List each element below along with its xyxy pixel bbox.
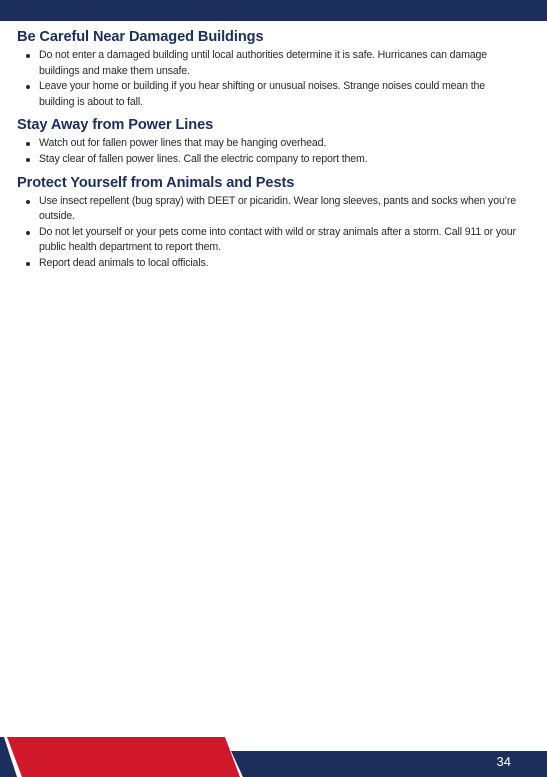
page-content (17, 28, 517, 278)
list-item (17, 194, 517, 225)
list-item-text: Stay clear of fallen power lines. Call the electric company to report them. (39, 152, 368, 165)
list-item (17, 136, 517, 152)
section-damaged-buildings (17, 28, 517, 110)
list-item (17, 152, 517, 168)
list-item (17, 79, 517, 110)
footer-band (0, 737, 547, 777)
bullet-icon (26, 142, 30, 146)
list-item-text: Leave your home or building if you hear shifting or unusual noises. Strange noises could mean the building is about to fall. (39, 80, 485, 108)
bullet-list (17, 194, 517, 272)
list-item-text: Watch out for fallen power lines that may be hanging overhead. (39, 137, 327, 150)
bullet-icon (26, 200, 30, 204)
section-heading: Stay Away from Power Lines (17, 117, 214, 134)
bullet-list (17, 136, 517, 167)
list-item-text: Do not enter a damaged building until local authorities determine it is safe. Hurricanes can damage buildings and make them unsafe. (39, 49, 488, 77)
bullet-icon (26, 54, 30, 58)
list-item-text: Use insect repellent (bug spray) with DEET or picaridin. Wear long sleeves, pants and socks when you’re outside. (39, 194, 517, 223)
bullet-icon (26, 262, 30, 266)
bullet-icon (26, 158, 30, 162)
section-animals-pests (17, 174, 517, 272)
section-heading: Protect Yourself from Animals and Pests (17, 174, 295, 191)
section-power-lines (17, 116, 517, 167)
bullet-list (17, 48, 517, 110)
list-item-text: Report dead animals to local officials. (39, 256, 209, 269)
list-item (17, 225, 517, 256)
header-band (0, 0, 547, 21)
list-item (17, 48, 517, 79)
bullet-icon (26, 231, 30, 235)
list-item-text: Do not let yourself or your pets come into contact with wild or stray animals after a storm. Call 911 or your public health department to report them. (39, 225, 516, 254)
list-item (17, 256, 517, 272)
section-heading: Be Careful Near Damaged Buildings (17, 29, 264, 45)
bullet-icon (26, 85, 30, 89)
footer-red-stripe (7, 737, 240, 777)
page-number: 34 (496, 754, 511, 769)
footer-graphic (0, 737, 547, 777)
